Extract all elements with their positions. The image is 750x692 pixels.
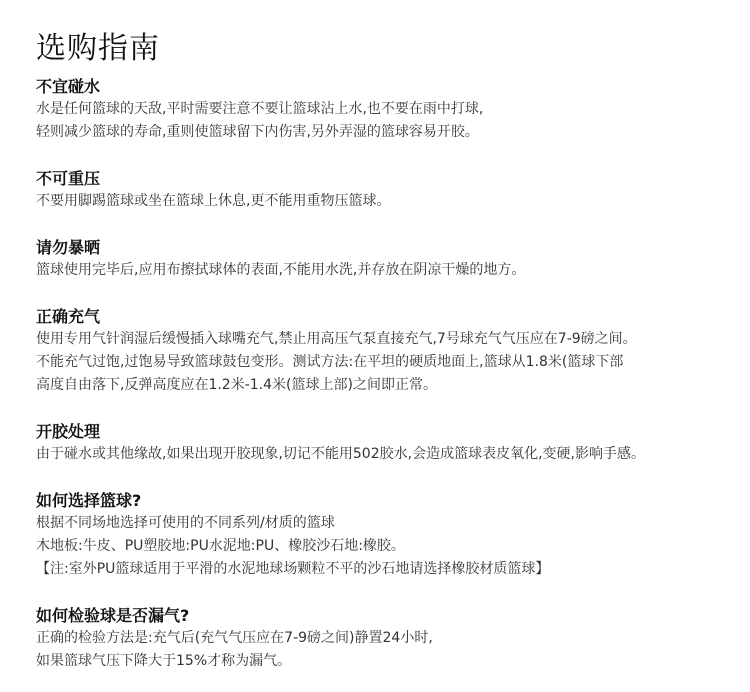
- section-text-line: 不要用脚踢篮球或坐在篮球上休息,更不能用重物压篮球。: [36, 193, 391, 209]
- section-text-line: 如果篮球气压下降大于15%才称为漏气。: [36, 653, 292, 669]
- section-text-line: 篮球使用完毕后,应用布擦拭球体的表面,不能用水洗,并存放在阴凉干燥的地方。: [36, 262, 526, 278]
- section-heading: 请勿暴晒: [36, 238, 101, 257]
- section-text-line: 高度自由落下,反弹高度应在1.2米-1.4米(篮球上部)之间即正常。: [36, 377, 437, 393]
- section-heading: 正确充气: [36, 307, 101, 326]
- section-heading: 不可重压: [36, 169, 101, 188]
- section-text-line: 木地板:牛皮、PU塑胶地:PU水泥地:PU、橡胶沙石地:橡胶。: [36, 538, 405, 554]
- section-text-line: 不能充气过饱,过饱易导致篮球鼓包变形。测试方法:在平坦的硬质地面上,篮球从1.8米(篮球下部: [36, 354, 624, 370]
- section-text-line: 使用专用气针润湿后缓慢插入球嘴充气,禁止用高压气泵直接充气,7号球充气气压应在7-9磅之间。: [36, 331, 637, 347]
- section-text-line: 由于碰水或其他缘故,如果出现开胶现象,切记不能用502胶水,会造成篮球表皮氧化,变硬,影响手感。: [36, 446, 645, 462]
- section-heading: 开胶处理: [36, 422, 101, 441]
- section-leak-test: [36, 605, 750, 673]
- section-inflation: [36, 306, 750, 397]
- section-water: [36, 76, 750, 144]
- section-heading: 如何检验球是否漏气?: [36, 606, 190, 625]
- section-text-line: 水是任何篮球的天敌,平时需要注意不要让篮球沾上水,也不要在雨中打球,: [36, 101, 484, 117]
- section-pressure: [36, 168, 750, 213]
- section-heading: 如何选择篮球?: [36, 491, 142, 510]
- section-heading: 不宜碰水: [36, 77, 101, 96]
- section-choose: [36, 490, 750, 581]
- section-note-line: 【注:室外PU篮球适用于平滑的水泥地球场颗粒不平的沙石地请选择橡胶材质篮球】: [36, 561, 550, 577]
- page-title: 选购指南: [36, 31, 160, 66]
- section-text-line: 轻则减少篮球的寿命,重则使篮球留下内伤害,另外弄湿的篮球容易开胶。: [36, 124, 479, 140]
- section-text-line: 根据不同场地选择可使用的不同系列/材质的篮球: [36, 515, 335, 531]
- section-glue: [36, 421, 750, 466]
- section-text-line: 正确的检验方法是:充气后(充气气压应在7-9磅之间)静置24小时,: [36, 630, 433, 646]
- section-sun: [36, 237, 750, 282]
